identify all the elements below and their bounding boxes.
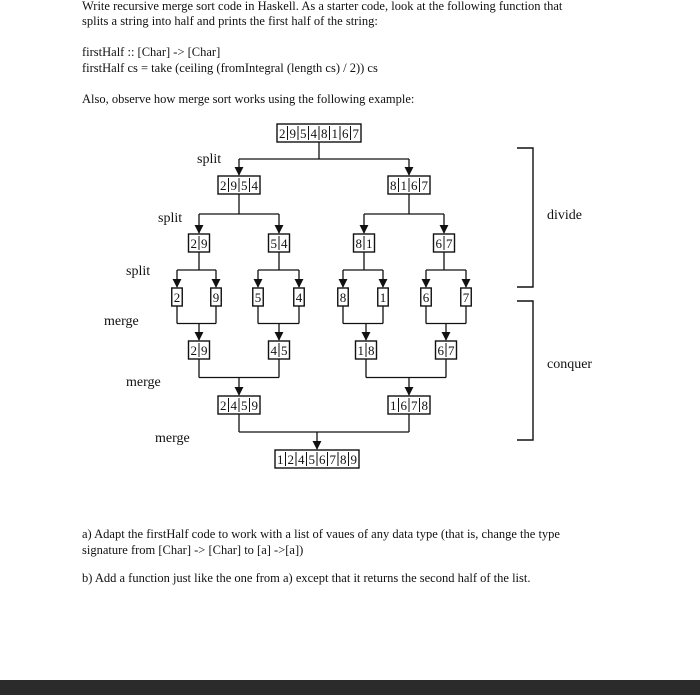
intro-line-1: Write recursive merge sort code in Haskell. As a starter code, look at the following function that <box>82 0 563 13</box>
cell-value: 5 <box>241 178 248 193</box>
cell-value: 2 <box>190 343 197 358</box>
cell-value: 1 <box>331 126 338 141</box>
cell-value: 8 <box>340 452 347 467</box>
merge-1-box <box>436 341 457 359</box>
cell-value: 8 <box>321 126 328 141</box>
cell-value: 9 <box>289 126 296 141</box>
cell-value: 4 <box>310 126 317 141</box>
split-1-box <box>218 176 260 194</box>
cell-value: 8 <box>368 343 375 358</box>
singles-box <box>253 288 264 306</box>
cell-value: 6 <box>411 178 418 193</box>
divide-label: divide <box>547 208 582 223</box>
cell-value: 6 <box>437 343 444 358</box>
cell-value: 5 <box>254 290 262 305</box>
cell-value: 4 <box>251 178 258 193</box>
cell-value: 6 <box>400 398 407 413</box>
split-label-1: split <box>197 152 222 167</box>
singles-box <box>421 288 432 306</box>
cell-value: 1 <box>379 290 387 305</box>
cell-value: 9 <box>201 236 208 251</box>
cell-value: 1 <box>366 236 373 251</box>
split-2-box <box>189 234 210 252</box>
diagram-boxes <box>172 124 472 468</box>
cell-value: 8 <box>421 398 428 413</box>
bottom-bar <box>0 680 700 695</box>
cell-value: 7 <box>448 343 455 358</box>
result-box <box>275 450 359 468</box>
cell-value: 6 <box>342 126 349 141</box>
cell-value: 9 <box>251 398 258 413</box>
cell-value: 4 <box>270 343 277 358</box>
cell-value: 9 <box>350 452 357 467</box>
cell-value: 8 <box>355 236 362 251</box>
cell-value: 9 <box>201 343 208 358</box>
cell-value: 4 <box>281 236 288 251</box>
cell-value: 5 <box>270 236 277 251</box>
cell-value: 1 <box>277 452 284 467</box>
merge-label-2: merge <box>126 375 161 390</box>
cell-value: 4 <box>230 398 237 413</box>
singles-box <box>172 288 183 306</box>
cell-value: 6 <box>319 452 326 467</box>
intro-line-2: splits a string into half and prints the first half of the string: <box>82 14 378 28</box>
cell-value: 2 <box>173 290 181 305</box>
cell-value: 7 <box>462 290 470 305</box>
singles-box <box>461 288 472 306</box>
cell-value: 6 <box>422 290 430 305</box>
merge-label-3: merge <box>155 431 190 446</box>
cell-value: 7 <box>421 178 428 193</box>
split-label-2: split <box>158 211 183 226</box>
cell-value: 7 <box>329 452 336 467</box>
singles-box <box>294 288 305 306</box>
input-box <box>277 124 361 142</box>
conquer-label: conquer <box>547 357 593 372</box>
cell-value: 6 <box>435 236 442 251</box>
divide-bracket <box>517 148 533 287</box>
cell-value: 4 <box>295 290 303 305</box>
cell-value: 2 <box>287 452 294 467</box>
cell-value: 2 <box>190 236 197 251</box>
cell-value: 5 <box>281 343 288 358</box>
merge-1-box <box>269 341 290 359</box>
cell-value: 5 <box>241 398 248 413</box>
conquer-bracket <box>517 301 533 440</box>
cell-value: 2 <box>220 178 227 193</box>
split-2-box <box>354 234 375 252</box>
cell-value: 9 <box>230 178 237 193</box>
cell-value: 1 <box>400 178 407 193</box>
cell-value: 8 <box>339 290 347 305</box>
merge-1-box <box>189 341 210 359</box>
cell-value: 4 <box>298 452 305 467</box>
singles-box <box>211 288 222 306</box>
cell-value: 5 <box>308 452 315 467</box>
question-a-line-1: a) Adapt the firstHalf code to work with a list of vaues of any data type (that is, change the type <box>82 527 560 541</box>
cell-value: 2 <box>220 398 227 413</box>
split-2-box <box>434 234 455 252</box>
cell-value: 2 <box>279 126 286 141</box>
code-line-1: firstHalf :: [Char] -> [Char] <box>82 45 221 59</box>
observe-text: Also, observe how merge sort works using the following example: <box>82 92 415 106</box>
split-2-box <box>269 234 290 252</box>
diagram-braces <box>517 148 533 440</box>
singles-box <box>338 288 349 306</box>
code-line-2: firstHalf cs = take (ceiling (fromIntegral (length cs) / 2)) cs <box>82 61 378 75</box>
cell-value: 8 <box>390 178 397 193</box>
cell-value: 7 <box>411 398 418 413</box>
merge-1-box <box>356 341 377 359</box>
merge-2-box <box>218 396 260 414</box>
merge-2-box <box>388 396 430 414</box>
cell-value: 9 <box>212 290 220 305</box>
question-b: b) Add a function just like the one from a) except that it returns the second half of the list. <box>82 571 531 585</box>
cell-value: 7 <box>352 126 359 141</box>
cell-value: 1 <box>357 343 364 358</box>
split-1-box <box>388 176 430 194</box>
cell-value: 1 <box>390 398 397 413</box>
question-a-line-2: signature from [Char] -> [Char] to [a] ->[a]) <box>82 543 304 557</box>
merge-label-1: merge <box>104 314 139 329</box>
singles-box <box>378 288 389 306</box>
cell-value: 5 <box>300 126 307 141</box>
split-label-3: split <box>126 264 151 279</box>
cell-value: 7 <box>446 236 453 251</box>
